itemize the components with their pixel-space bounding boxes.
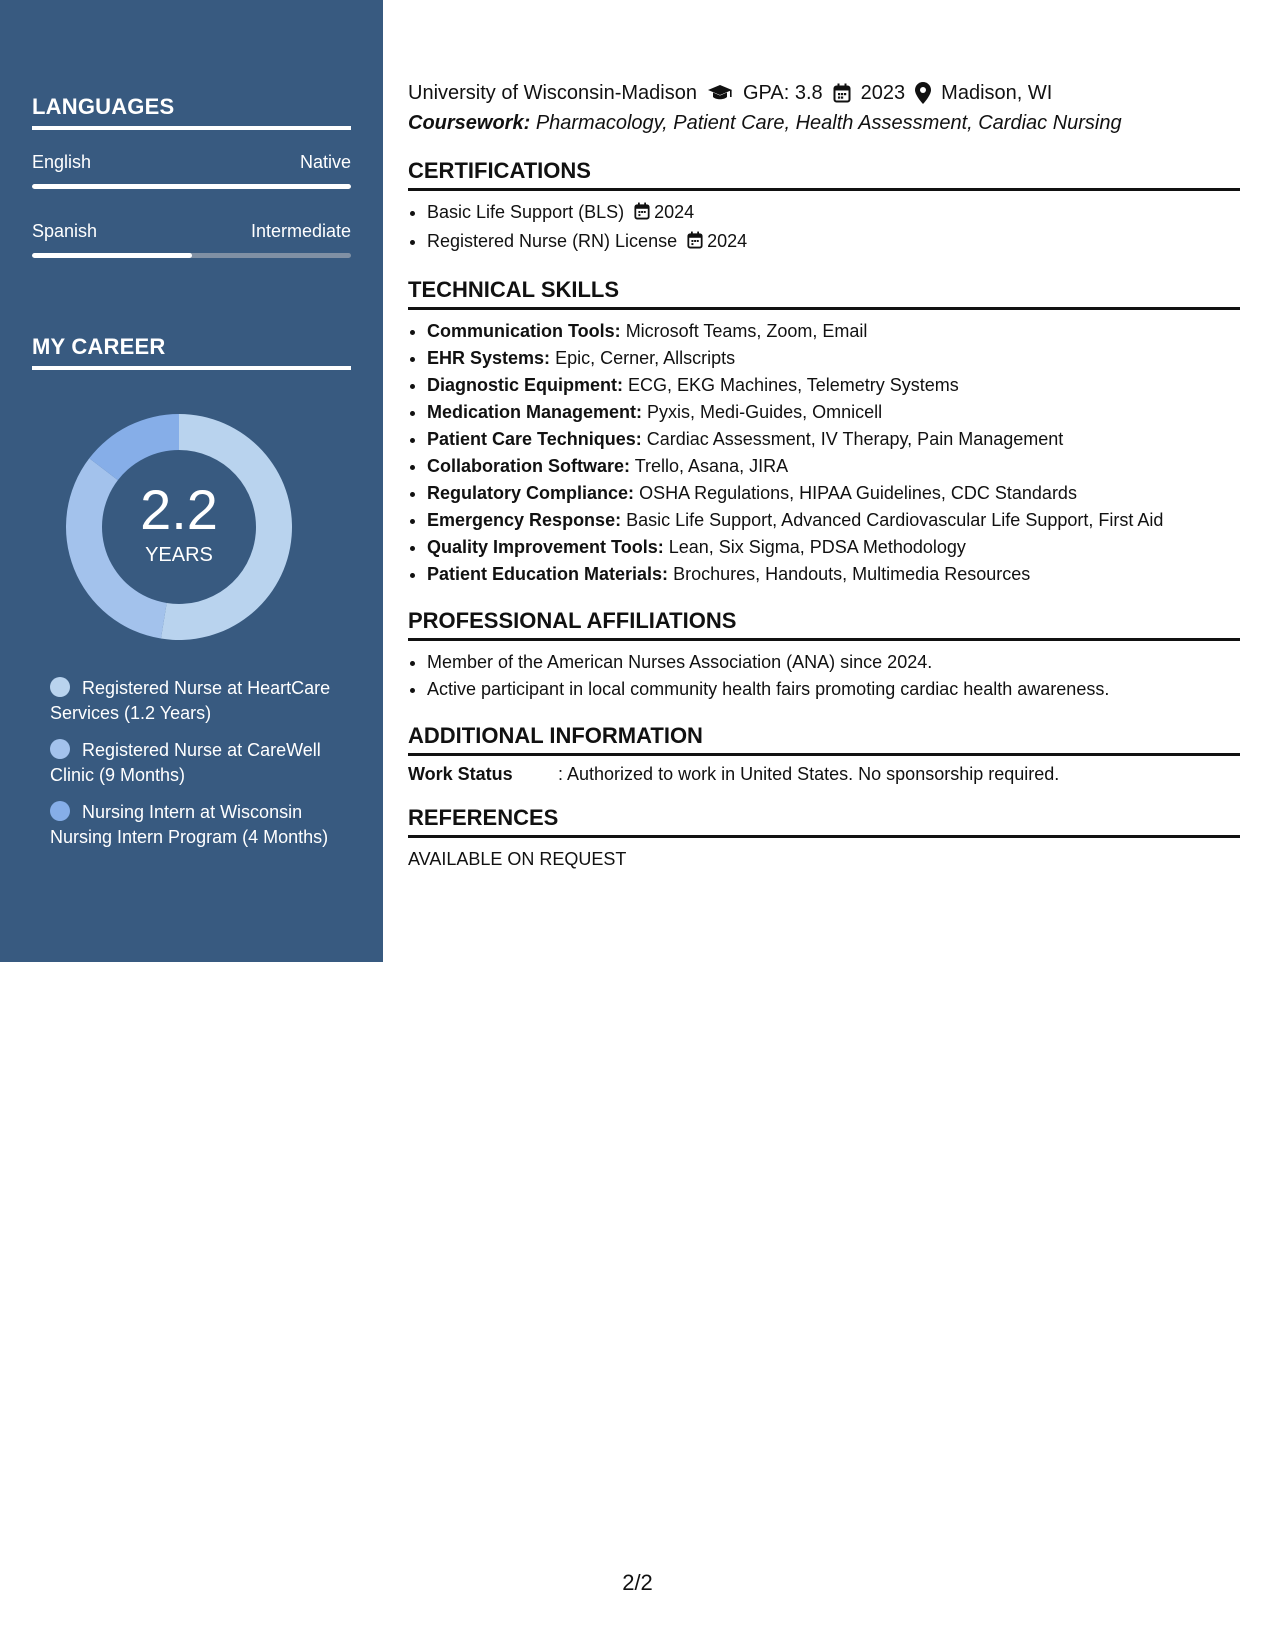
career-legend bbox=[50, 676, 340, 862]
list-item bbox=[427, 318, 1240, 345]
coursework-label: Coursework: bbox=[408, 112, 531, 134]
certification-name: Registered Nurse (RN) License bbox=[427, 231, 678, 251]
education-line bbox=[408, 78, 1240, 108]
location-pin-icon bbox=[915, 82, 931, 104]
career-total-value: 2.2 bbox=[140, 477, 218, 541]
list-item bbox=[427, 480, 1240, 507]
skill-value: Epic, Cerner, Allscripts bbox=[555, 348, 736, 368]
calendar-icon bbox=[833, 83, 851, 103]
certifications-heading: CERTIFICATIONS bbox=[408, 158, 1240, 191]
languages-heading: LANGUAGES bbox=[32, 94, 351, 130]
calendar-icon bbox=[634, 201, 650, 228]
career-heading: MY CAREER bbox=[32, 334, 351, 370]
language-bar-english bbox=[32, 184, 351, 189]
career-total-unit: YEARS bbox=[145, 543, 213, 566]
list-item bbox=[427, 399, 1240, 426]
list-item bbox=[427, 228, 1240, 257]
skill-label: Quality Improvement Tools: bbox=[427, 537, 664, 557]
certification-year: 2024 bbox=[707, 231, 748, 251]
language-bar-fill bbox=[32, 253, 192, 258]
language-row-spanish bbox=[32, 221, 351, 242]
career-legend-label: Nursing Intern at Wisconsin Nursing Intern Program (4 Months) bbox=[50, 802, 329, 847]
list-item: • Active participant in local community health fairs promoting cardiac health awareness. bbox=[427, 676, 1240, 703]
skill-label: Diagnostic Equipment: bbox=[427, 375, 624, 395]
list-item: • Member of the American Nurses Association (ANA) since 2024. bbox=[427, 649, 1240, 676]
language-row-english bbox=[32, 152, 351, 173]
skill-label: EHR Systems: bbox=[427, 348, 551, 368]
additional-info-heading: ADDITIONAL INFORMATION bbox=[408, 723, 1240, 756]
certifications-list bbox=[408, 199, 1240, 257]
career-total bbox=[66, 414, 292, 640]
list-item bbox=[427, 372, 1240, 399]
list-item bbox=[427, 345, 1240, 372]
affiliations-heading: PROFESSIONAL AFFILIATIONS bbox=[408, 608, 1240, 641]
language-level: Native bbox=[299, 152, 351, 172]
list-item bbox=[427, 453, 1240, 480]
skill-value: OSHA Regulations, HIPAA Guidelines, CDC Standards bbox=[639, 483, 1077, 503]
education-location: Madison, WI bbox=[941, 82, 1053, 104]
graduation-cap-icon bbox=[707, 84, 733, 102]
list-item bbox=[427, 426, 1240, 453]
legend-dot-icon bbox=[50, 739, 70, 759]
work-status bbox=[408, 764, 1240, 785]
language-name: English bbox=[32, 152, 92, 172]
affiliations-list bbox=[408, 649, 1240, 703]
career-legend-label: Registered Nurse at CareWell Clinic (9 Months) bbox=[50, 740, 321, 785]
career-legend-item bbox=[50, 738, 340, 788]
work-status-label: Work Status bbox=[408, 764, 513, 784]
skill-label: Medication Management: bbox=[427, 402, 643, 422]
technical-skills-list bbox=[408, 318, 1240, 588]
career-donut bbox=[66, 414, 292, 640]
skill-value: Basic Life Support, Advanced Cardiovascular Life Support, First Aid bbox=[626, 510, 1164, 530]
list-item bbox=[427, 199, 1240, 228]
career-legend-item bbox=[50, 676, 340, 726]
career-legend-label: Registered Nurse at HeartCare Services (1.2 Years) bbox=[50, 678, 331, 723]
references-text: AVAILABLE ON REQUEST bbox=[408, 849, 627, 869]
skill-label: Regulatory Compliance: bbox=[427, 483, 635, 503]
list-item bbox=[427, 561, 1240, 588]
education-year: 2023 bbox=[860, 82, 906, 104]
skill-value: Microsoft Teams, Zoom, Email bbox=[625, 321, 868, 341]
skill-value: Lean, Six Sigma, PDSA Methodology bbox=[668, 537, 966, 557]
page-number: 2/2 bbox=[622, 1570, 653, 1595]
main-content bbox=[408, 78, 1240, 870]
skill-label: Patient Care Techniques: bbox=[427, 429, 642, 449]
references-heading: REFERENCES bbox=[408, 805, 1240, 838]
certification-year: 2024 bbox=[654, 202, 695, 222]
career-legend-item bbox=[50, 800, 340, 850]
certification-name: Basic Life Support (BLS) bbox=[427, 202, 625, 222]
list-item bbox=[427, 507, 1240, 534]
education-school: University of Wisconsin-Madison bbox=[408, 82, 697, 104]
skill-label: Patient Education Materials: bbox=[427, 564, 669, 584]
sidebar bbox=[0, 0, 383, 962]
language-level: Intermediate bbox=[250, 221, 351, 241]
skill-value: Pyxis, Medi-Guides, Omnicell bbox=[647, 402, 883, 422]
calendar-icon bbox=[687, 230, 703, 257]
legend-dot-icon bbox=[50, 677, 70, 697]
legend-dot-icon bbox=[50, 801, 70, 821]
skill-label: Communication Tools: bbox=[427, 321, 621, 341]
skill-value: Cardiac Assessment, IV Therapy, Pain Management bbox=[646, 429, 1064, 449]
skill-value: Trello, Asana, JIRA bbox=[634, 456, 789, 476]
skill-label: Emergency Response: bbox=[427, 510, 622, 530]
coursework-value: Pharmacology, Patient Care, Health Assessment, Cardiac Nursing bbox=[535, 112, 1122, 134]
list-item bbox=[427, 534, 1240, 561]
language-bar-fill bbox=[32, 184, 351, 189]
skill-label: Collaboration Software: bbox=[427, 456, 631, 476]
education-gpa: GPA: 3.8 bbox=[742, 82, 823, 104]
education-coursework bbox=[408, 108, 1240, 138]
work-status-value: : Authorized to work in United States. No sponsorship required. bbox=[558, 764, 1060, 784]
technical-skills-heading: TECHNICAL SKILLS bbox=[408, 277, 1240, 310]
skill-value: ECG, EKG Machines, Telemetry Systems bbox=[628, 375, 959, 395]
skill-value: Brochures, Handouts, Multimedia Resources bbox=[673, 564, 1031, 584]
language-name: Spanish bbox=[32, 221, 98, 241]
language-bar-spanish bbox=[32, 253, 351, 258]
